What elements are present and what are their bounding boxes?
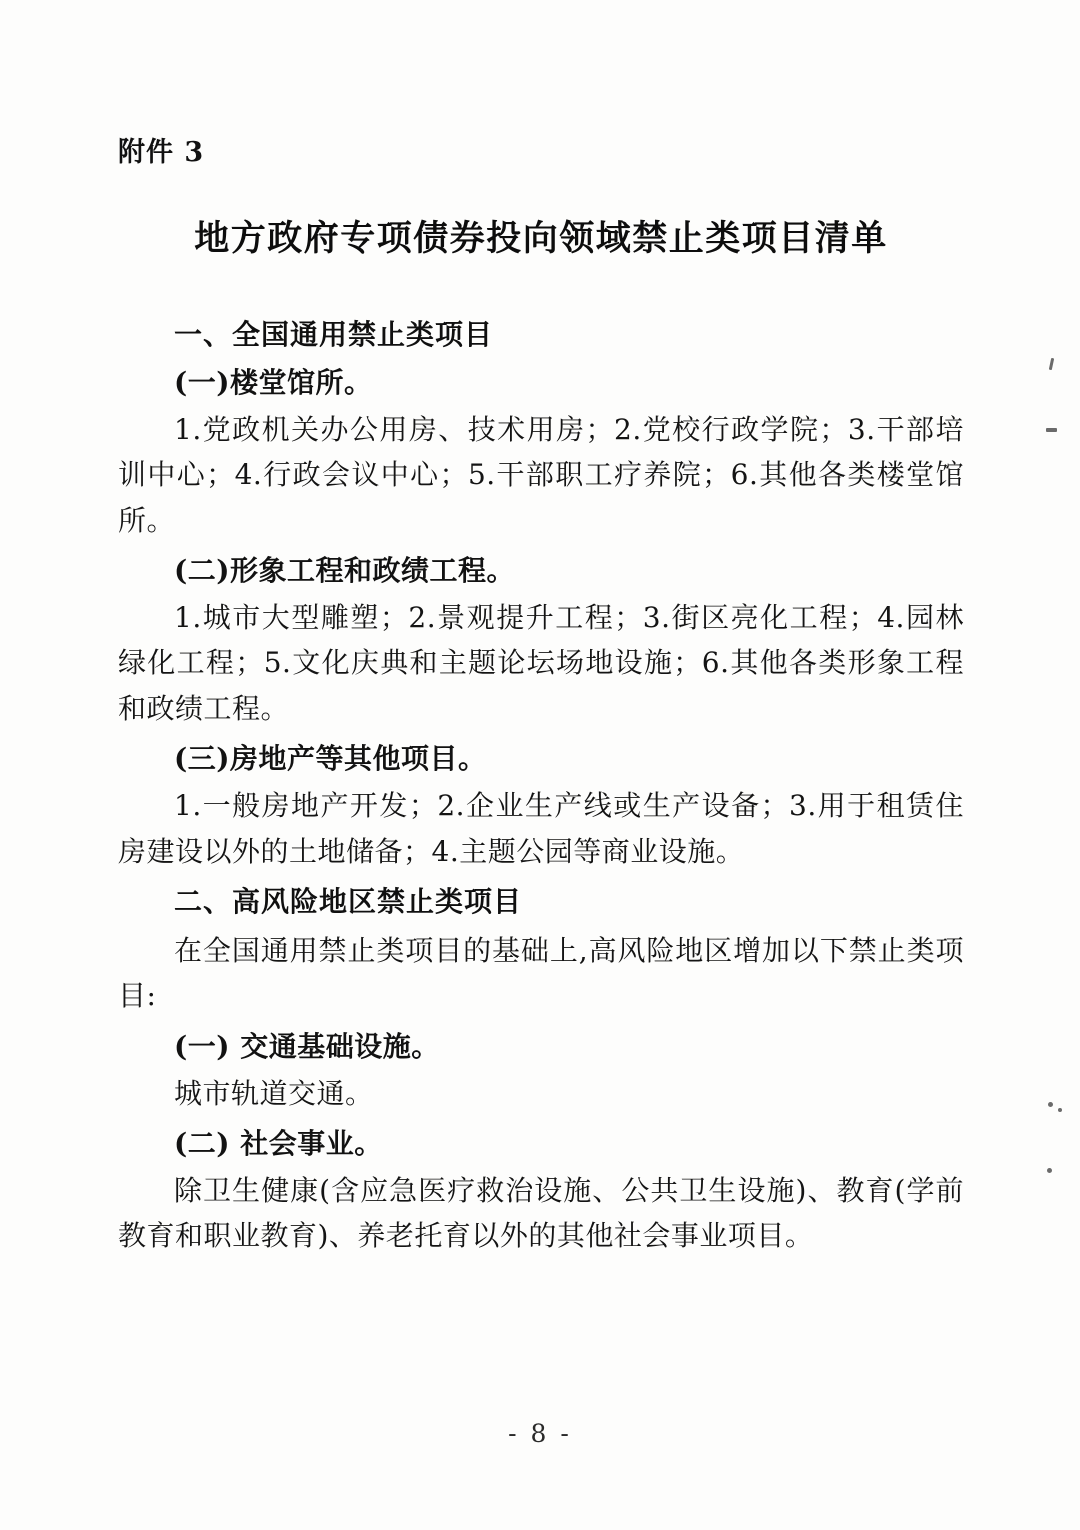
attachment-label: 附件 3	[118, 137, 205, 168]
margin-mark-5	[1047, 1168, 1052, 1173]
page-title: 地方政府专项债券投向领域禁止类项目清单	[194, 218, 888, 259]
paragraph-2-2: 城市轨道交通。	[174, 1076, 374, 1110]
margin-mark-1	[1049, 358, 1054, 370]
paragraph-2-3: 除卫生健康(含应急医疗救治设施、公共卫生设施)、教育(学前教育和职业教育)、养老托育以外的其他社会事业项目。	[118, 1173, 964, 1253]
margin-mark-2	[1046, 428, 1057, 432]
margin-annotation-marks	[1042, 0, 1066, 1530]
section-heading-2: 二、高风险地区禁止类项目	[174, 884, 523, 918]
section-heading-1: 一、全国通用禁止类项目	[174, 318, 494, 351]
margin-mark-3	[1048, 1102, 1053, 1107]
margin-mark-4	[1058, 1108, 1062, 1112]
subsection-heading-2-2: (二) 社会事业。	[174, 1126, 383, 1160]
subsection-heading-1-2: (二)形象工程和政绩工程。	[174, 554, 515, 588]
paragraph-1-2: 1.城市大型雕塑；2.景观提升工程；3.街区亮化工程；4.园林绿化工程；5.文化庆典和主题论坛场地设施；6.其他各类形象工程和政绩工程。	[118, 601, 964, 725]
paragraph-1-1: 1.党政机关办公用房、技术用房；2.党校行政学院；3.干部培训中心；4.行政会议中心；5.干部职工疗养院；6.其他各类楼堂馆所。	[118, 413, 964, 537]
document-body	[118, 130, 964, 1265]
page-number: - 8 -	[508, 1419, 572, 1448]
subsection-heading-2-1: (一) 交通基础设施。	[174, 1029, 440, 1063]
paragraph-2-1: 在全国通用禁止类项目的基础上,高风险地区增加以下禁止类项目:	[118, 933, 964, 1013]
subsection-heading-1-3: (三)房地产等其他项目。	[174, 742, 487, 776]
paragraph-1-3: 1.一般房地产开发；2.企业生产线或生产设备；3.用于租赁住房建设以外的土地储备；4.主题公园等商业设施。	[118, 789, 964, 868]
subsection-heading-1-1: (一)楼堂馆所。	[174, 366, 373, 399]
